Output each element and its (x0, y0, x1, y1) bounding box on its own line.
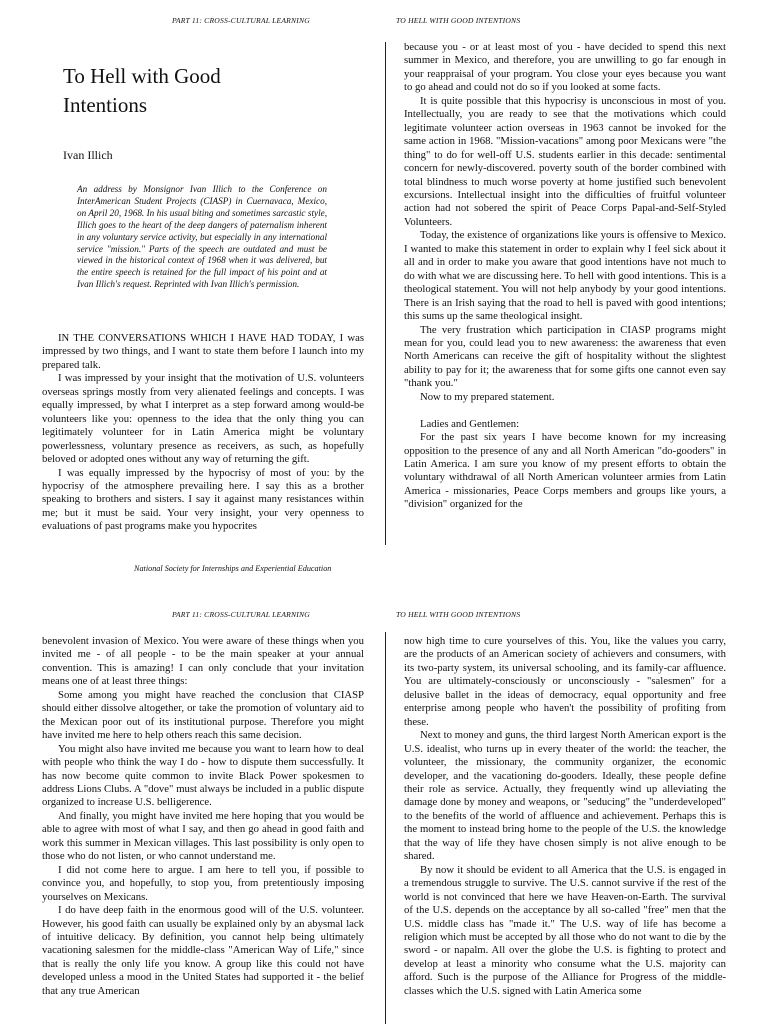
page1-footer: National Society for Internships and Experiential Education (134, 564, 332, 573)
article-abstract: An address by Monsignor Ivan Illich to the Conference on InterAmerican Student Projects (CIASP) in Cuernavaca, Mexico, on April 20, 1968. In his usual biting and sometimes sarcastic style, Illich goes to the heart of the deep dangers of paternalism inherent in any voluntary service activity, but especially in any international service "mission." Parts of the speech are outdated and must be viewed in the historical context of 1968 when it was delivered, but the entire speech is retained for the full impact of his point and at Ivan Illich's request. Reprinted with Ivan Illich's permission. (77, 184, 327, 290)
paragraph: It is quite possible that this hypocrisy is unconscious in most of you. Intellectually, you are ready to see that the motivations which could legitimate volunteer action overseas in 1963 cannot be invoked for the same action in 1968. "Mission-vacations" among poor Mexicans were "the thing" to do for well-off U.S. students earlier in this decade: sentimental concern for newly-discovered. poverty south of the border combined with total blindness to much worse poverty at home justified such benevolent excursions. Intellectual insight into the difficulties of fruitful volunteer action had not sobered the spirit of Peace Corps Papal-and-Self-Styled Volunteers. (404, 94, 726, 228)
paragraph: The very frustration which participation in CIASP programs might mean for you, could lead you to new awareness: the awareness that even North Americans can receive the gift of hospitality without the slightest ability to pay for it; the awareness that for some gifts one cannot even say "thank you." (404, 323, 726, 390)
article-title-line-1: To Hell with Good (63, 64, 221, 88)
article-title-line-2: Intentions (63, 93, 147, 117)
article-title (63, 62, 221, 120)
page1-right-column (404, 41, 726, 540)
paragraph: I was impressed by your insight that the motivation of U.S. volunteers overseas springs mostly from very alienated feelings and concepts. I was equally impressed, by what I interpret as a step forward among would-be volunteers like you: openness to the idea that the only thing you can legitimately volunteer for in Latin America might be voluntary powerlessness, voluntary presence as receivers, as such, as hopefully beloved or adopted ones without any way of returning the gift. (42, 372, 364, 466)
paragraph: because you - or at least most of you - have decided to spend this next summer in Mexico, and therefore, you are unwilling to go far enough in your reappraisal of your program. You close your eyes because you want to go ahead and could not do so if you looked at some facts. (404, 41, 726, 94)
paragraph: Today, the existence of organizations like yours is offensive to Mexico. I wanted to make this statement in order to explain why I feel sick about it all and in order to make you aware that good intentions have not much to do with what we are discussing here. To hell with good intentions. This is a theological statement. You will not help anybody by your good intentions. There is an Irish saying that the road to hell is paved with good intentions; this sums up the same theological insight. (404, 229, 726, 323)
paragraph: For the past six years I have become known for my increasing opposition to the presence of any and all North American "do-gooders" in Latin America. I am sure you know of my present efforts to obtain the voluntary withdrawal of all North American volunteer armies from Latin America - missionaries, Peace Corps members and groups like yours, a "division" organized for the (404, 431, 726, 511)
page1-column-divider (385, 42, 386, 545)
paragraph: IN THE CONVERSATIONS WHICH I HAVE HAD TODAY, I was impressed by two things, and I want to state them before I launch into my prepared talk. (42, 332, 364, 371)
paragraph: Now to my prepared statement. (420, 390, 555, 403)
salutation: Ladies and Gentlemen: (420, 417, 520, 430)
paragraph: I do have deep faith in the enormous good will of the U.S. volunteer. However, his good faith can usually be explained only by an abysmal lack of intuitive delicacy. By definition, you cannot help being ultimately vacationing salesmen for the middle-class "American Way of Life," since that is really the only life you know. A group like this could not have developed unless a mood in the United States had supported it - the belief that any true American (42, 904, 364, 997)
page2-left-column (42, 635, 364, 1024)
page1-running-header-right: TO HELL WITH GOOD INTENTIONS (396, 16, 521, 25)
page2-running-header-right: TO HELL WITH GOOD INTENTIONS (396, 610, 521, 619)
page2-column-divider (385, 632, 386, 1024)
paragraph: You might also have invited me because you want to learn how to deal with people who think the way I do - how to dispute them successfully. It has now become quite common to invite Black Power spokesmen to address Lions Clubs. A "dove" must always be included in a public dispute organized to increase U.S. belligerence. (42, 742, 364, 809)
paragraph: now high time to cure yourselves of this. You, like the values you carry, are the products of an American society of achievers and consumers, with its two-party system, its universal schooling, and its family-car affluence. You are ultimately-consciously or unconsciously - "salesmen" for a delusive ballet in the ideas of democracy, equal opportunity and free enterprise among people who haven't the possibility of profiting from these. (404, 635, 726, 728)
article-author: Ivan Illich (63, 148, 113, 162)
paragraph: I did not come here to argue. I am here to tell you, if possible to convince you, and hopefully, to stop you, from pretentiously imposing yourselves on Mexicans. (42, 863, 364, 903)
page2-running-header-left: PART 11: CROSS-CULTURAL LEARNING (172, 610, 310, 619)
paragraph: Next to money and guns, the third largest North American export is the U.S. idealist, who turns up in every theater of the world: the teacher, the volunteer, the missionary, the community organizer, the economic developer, and the vacationing do-gooders. Ideally, these people define their role as service. Actually, they frequently wind up alleviating the damage done by money and weapons, or "seducing" the "underdeveloped" to the benefits of the world of affluence and achievement. Perhaps this is the moment to instead bring home to the people of the U.S. the knowledge that the way of life they have chosen simply is not alive enough to be shared. (404, 729, 726, 863)
paragraph: By now it should be evident to all America that the U.S. is engaged in a tremendous struggle to survive. The U.S. cannot survive if the rest of the world is not convinced that here we have Heaven-on-Earth. The survival of the U.S. depends on the acceptance by all so-called "free" men that the U.S. middle class has "made it." The U.S. way of life has become a religion which must be accepted by all those who do not want to die by the sword - or napalm. All over the globe the U.S. is fighting to protect and develop at least a minority who consume what the U.S. majority can afford. Such is the purpose of the Alliance for Progress of the middle-classes which the U.S. signed with Latin America some (404, 863, 726, 997)
paragraph: benevolent invasion of Mexico. You were aware of these things when you invited me - of all people - to be the main speaker at your annual convention. This is amazing! I can only conclude that your invitation means one of at least three things: (42, 635, 364, 688)
page1-running-header-left: PART 11: CROSS-CULTURAL LEARNING (172, 16, 310, 25)
paragraph: And finally, you might have invited me here hoping that you would be able to agree with most of what I say, and then go ahead in good faith and work this summer in Mexican villages. This last possibility is only open to those who do not listen, or who cannot understand me. (42, 809, 364, 863)
page2-right-column (404, 635, 726, 1024)
page1-left-column (42, 332, 364, 548)
paragraph: I was equally impressed by the hypocrisy of most of you: by the hypocrisy of the atmosphere prevailing here. I say this as a brother speaking to brothers and sisters. I say it against many resistances within me; but it must be said. Your very insight, your very openness to evaluations of past programs make you hypocrites (42, 466, 364, 533)
paragraph: Some among you might have reached the conclusion that CIASP should either dissolve altogether, or take the promotion of voluntary aid to the Mexican poor out of its institutional purpose. Therefore you might have invited me here to help others reach this same decision. (42, 688, 364, 742)
